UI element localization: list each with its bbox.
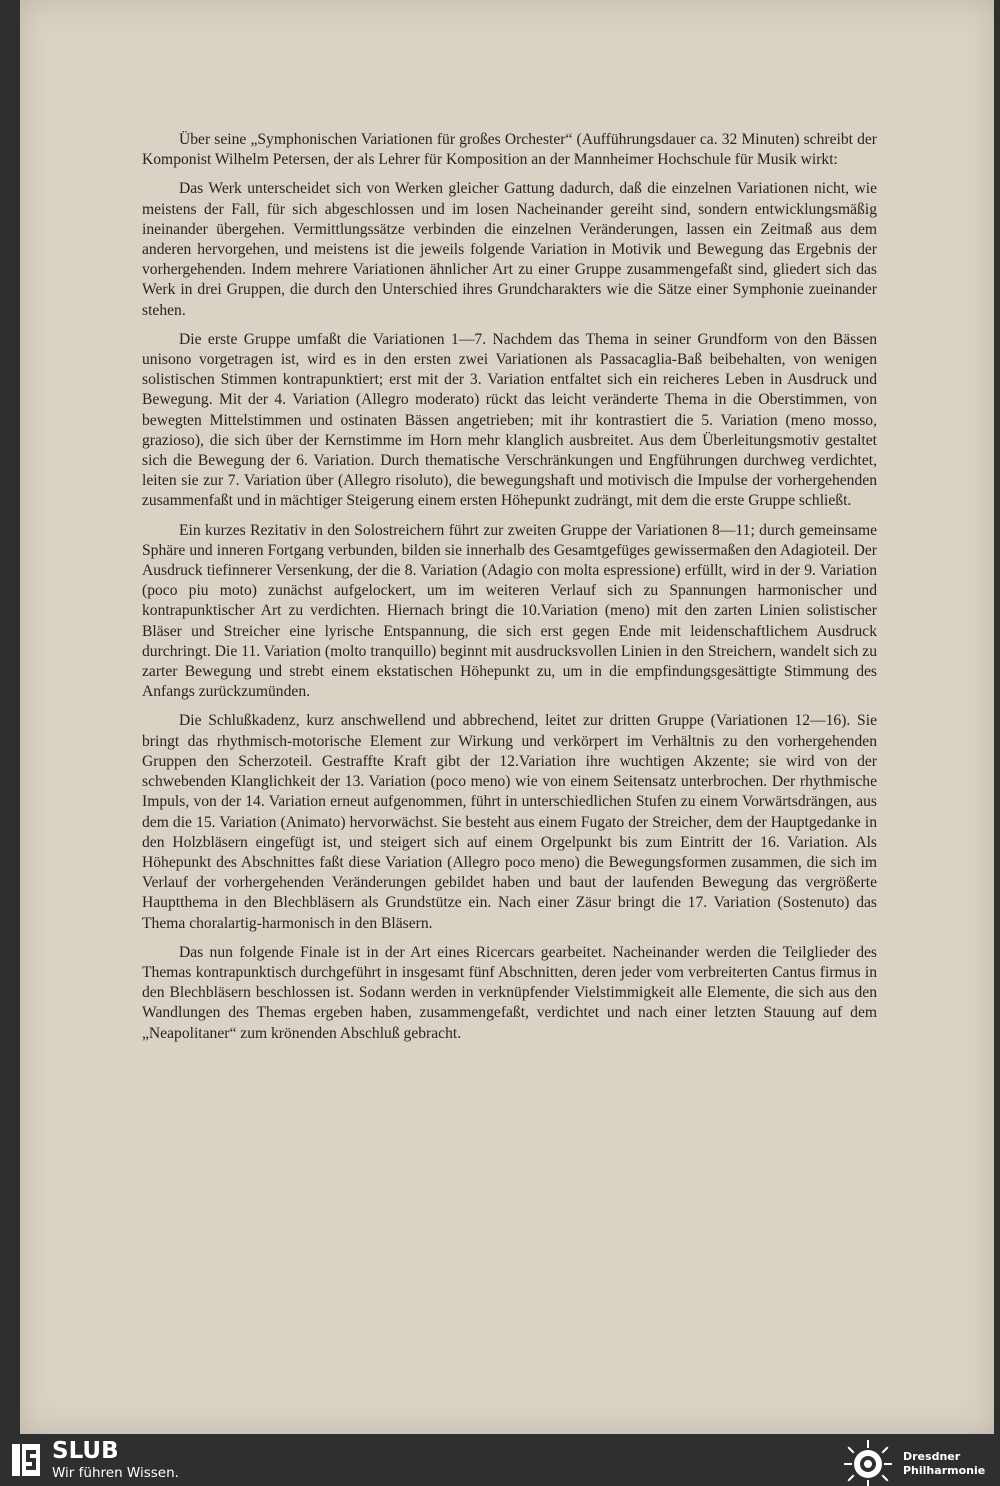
scanned-page: [20, 0, 994, 1434]
philharmonie-logo-icon[interactable]: [840, 1438, 896, 1486]
slub-tagline: Wir führen Wissen.: [52, 1465, 179, 1481]
paragraph-first-group: Die erste Gruppe umfaßt die Variationen 1—7. Nachdem das Thema in seiner Grundform von den Bässen unisono vorgetragen ist, wird es in den ersten zwei Variationen als Passacaglia-Baß beibehalten, von wenigen solistischen Stimmen kontrapunktiert; erst mit der 3. Variation entfaltet sich ein reicheres Leben in Ausdruck und Bewegung. Mit der 4. Variation (Allegro moderato) rückt das leicht veränderte Thema in die Oberstimmen, von bewegten Mittelstimmen und ostinaten Bässen angetrieben; mit ihr kontrastiert die 5. Variation (meno mosso, grazioso), die sich über der Kernstimme im Horn mehr klanglich ausbreitet. Aus dem Überleitungsmotiv gestaltet sich die Bewegung der 6. Variation. Durch thematische Verschränkungen und Engführungen durchweg verdichtet, leiten sie zur 7. Variation über (Allegro risoluto), die bewegungshaft und motivisch die Impulse der vorhergehenden zusammenfaßt und in mächtiger Steigerung einem ersten Höhepunkt zudrängt, mit dem die erste Gruppe schließt.: [142, 330, 877, 510]
footer-bar: [0, 1434, 1000, 1486]
paragraph-third-group: Die Schlußkadenz, kurz anschwellend und abbrechend, leitet zur dritten Gruppe (Variationen 12—16). Sie bringt das rhythmisch-motorische Element zur Wirkung und verkörpert im Verhältnis zu den vorhergehenden Gruppen den Scherzoteil. Gestraffte Kraft gibt der 12.Variation ihre wuchtigen Akzente; sie wird von der schwebenden Klanglichkeit der 13. Variation (poco meno) wie von einem Seitensatz unterbrochen. Der rhythmische Impuls, von der 14. Variation erneut aufgenommen, führt in unterschiedlichen Stufen zu einem Vorwärtsdrängen, aus dem die 15. Variation (Animato) hervorwächst. Sie besteht aus einem Fugato der Streicher, dem der Hauptgedanke in den Holzbläsern eingefügt ist, und steigert sich auf einem Orgelpunkt bis zum Eintritt der 16. Variation. Als Höhepunkt des Abschnittes faßt diese Variation (Allegro poco meno) die Bewegungsformen zusammen, die sich im Verlauf der vorhergehenden Veränderungen gebildet haben und baut der laufenden Bewegung das vergrößerte Hauptthema in den Blechbläsern als Grundstütze ein. Nach einer Zäsur bringt die 17. Variation (Sostenuto) das Thema choralartig-harmonisch in den Bläsern.: [142, 712, 877, 932]
philharmonie-line-1: Dresdner: [903, 1450, 961, 1463]
philharmonie-brand-name[interactable]: [903, 1450, 985, 1478]
paragraph-second-group: Ein kurzes Rezitativ in den Solostreichern führt zur zweiten Gruppe der Variationen 8—11; durch gemeinsame Sphäre und inneren Fortgang verbunden, bilden sie innerhalb des Gesamtgefüges gewissermaßen den Adagioteil. Der Ausdruck tiefinnerer Versenkung, der die 8. Variation (Adagio con molta espressione) erfüllt, wird in der 9. Variation (poco piu moto) zunächst aufgelockert, um im weiteren Verlauf sich zu Spannungen harmonischer und kontrapunktischer Art zu verdichten. Hiernach bringt die 10.Variation (meno) mit den zarten Linien solistischer Bläser und Streicher eine lyrische Entspannung, die sich erst gegen Ende mit leidenschaftlichem Ausdruck durchringt. Die 11. Variation (molto tranquillo) beginnt mit ausdrucksvollen Linien in den Streichern, wandelt sich zu zarter Bewegung und strebt einem ekstatischen Höhepunkt zu, um in die empfindungsgesättigte Stimmung des Anfangs zurückzumünden.: [142, 521, 877, 701]
paragraph-overview: Das Werk unterscheidet sich von Werken gleicher Gattung dadurch, daß die einzelnen Variationen nicht, wie meistens der Fall, für sich abgeschlossen und im losen Nacheinander gereiht sind, sondern entwicklungsmäßig ineinander übergehen. Vermittlungssätze verbinden die einzelnen Veränderungen, lassen ein Zeitmaß aus dem anderen hervorgehen, und meistens ist die jeweils folgende Variation in Motivik und Bewegung das Ergebnis der vorhergehenden. Indem mehrere Variationen ähnlicher Art zu einer Gruppe zusammengefaßt sind, gliedert sich das Werk in drei Gruppen, die durch den Unterschied ihres Grundcharakters wie die Sätze einer Symphonie zueinander stehen.: [142, 180, 877, 319]
slub-logo-icon[interactable]: [12, 1440, 42, 1480]
intro-paragraph: Über seine „Symphonischen Variationen für großes Orchester“ (Aufführungsdauer ca. 32 Minuten) schreibt der Komponist Wilhelm Petersen, der als Lehrer für Komposition an der Mannheimer Hochschule für Musik wirkt:: [142, 131, 877, 169]
article-text: [142, 130, 877, 1053]
slub-brand-name[interactable]: SLUB: [52, 1438, 119, 1464]
philharmonie-line-2: Philharmonie: [903, 1464, 986, 1477]
paragraph-finale: Das nun folgende Finale ist in der Art eines Ricercars gearbeitet. Nacheinander werden die Teilglieder des Themas kontrapunktisch durchgeführt in insgesamt fünf Abschnitten, deren jeder vom verbreiterten Cantus firmus in den Blechbläsern beschlossen ist. Sodann werden in verknüpfender Vielstimmigkeit alle Elemente, die sich aus den Wandlungen des Themas ergeben haben, zusammengefaßt, verdichtet und nach einer letzten Stauung auf dem „Neapolitaner“ zum krönenden Abschluß gebracht.: [142, 943, 877, 1042]
